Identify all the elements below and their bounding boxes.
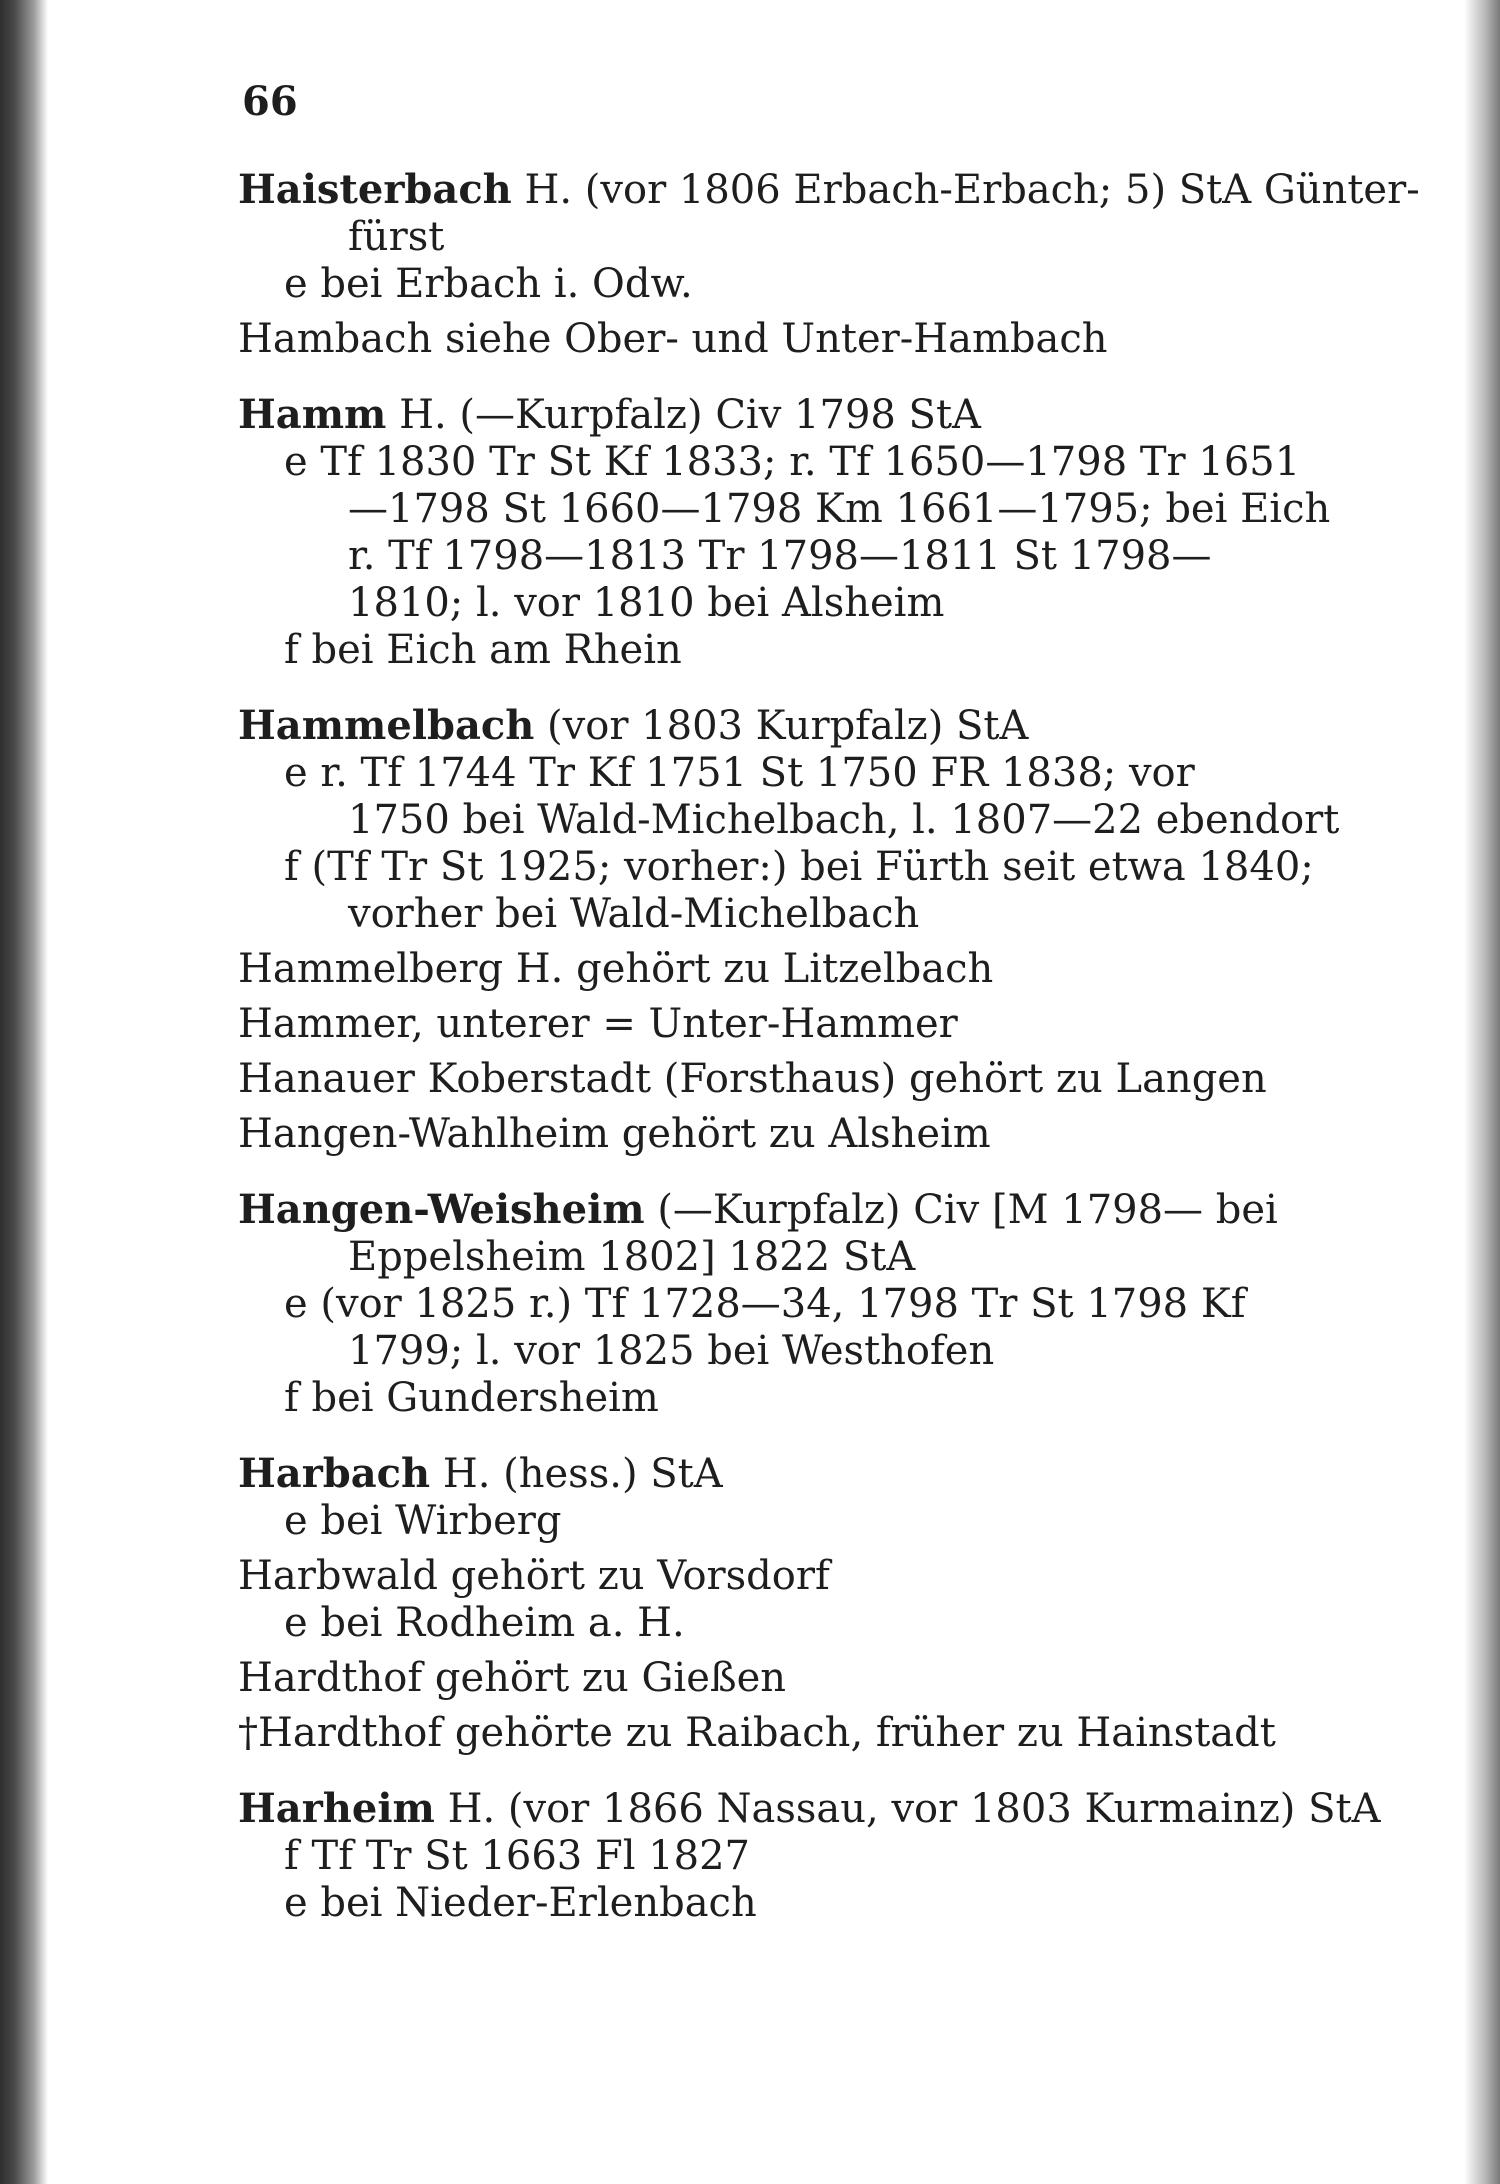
entry-hambach (238, 316, 1318, 363)
entry-first-line (238, 1450, 1318, 1498)
entry-line: Hambach siehe Ober- und Unter-Hambach (238, 316, 1108, 362)
entry-hardthof-former (238, 1710, 1318, 1757)
entry-headword: Harbach (238, 1450, 431, 1497)
entry-headword: Hamm (238, 391, 387, 438)
entry-text: H. (—Kurpfalz) Civ 1798 StA (399, 392, 981, 438)
page-number: 66 (242, 78, 298, 125)
entry-harbwald (238, 1553, 1318, 1647)
entry-subline: e (vor 1825 r.) Tf 1728—34, 1798 Tr St 1798 Kf (284, 1281, 1246, 1327)
entry-first-line (238, 391, 1318, 439)
entry-headword: Harheim (238, 1785, 435, 1832)
scan-edge-shadow (1464, 0, 1500, 2184)
entry-continuation: 1799; l. vor 1825 bei Westhofen (348, 1328, 995, 1374)
book-page (238, 78, 1420, 1927)
entry-hardthof (238, 1655, 1318, 1702)
entry-line: Hammer, unterer = Unter-Hammer (238, 1001, 958, 1047)
entry-line: Hangen-Wahlheim gehört zu Alsheim (238, 1111, 991, 1157)
scan-gutter-shadow (0, 0, 48, 2184)
entry-text: H. (vor 1866 Nassau, vor 1803 Kurmainz) StA (447, 1786, 1381, 1832)
entry-line: Harbwald gehört zu Vorsdorf (238, 1553, 830, 1599)
entry-headword: Haisterbach (238, 166, 512, 213)
entry-harbach (238, 1450, 1318, 1545)
entry-hanauer-koberstadt (238, 1056, 1318, 1103)
entry-line: Hardthof gehört zu Gießen (238, 1655, 787, 1701)
entry-text: (vor 1803 Kurpfalz) StA (547, 703, 1029, 749)
entry-subline: f (Tf Tr St 1925; vorher:) bei Fürth seit etwa 1840; (284, 844, 1314, 890)
entry-text: H. (hess.) StA (442, 1451, 723, 1497)
entry-continuation: 1750 bei Wald-Michelbach, l. 1807—22 ebendort (348, 797, 1340, 843)
entry-text: (—Kurpfalz) Civ [M 1798— bei (657, 1187, 1278, 1233)
entry-subline: e bei Wirberg (284, 1498, 562, 1544)
entry-subline: e r. Tf 1744 Tr Kf 1751 St 1750 FR 1838; vor (284, 750, 1195, 796)
entry-subline: f bei Gundersheim (284, 1375, 659, 1421)
entry-continuation: vorher bei Wald-Michelbach (348, 891, 920, 937)
entry-continuation: Eppelsheim 1802] 1822 StA (348, 1234, 916, 1280)
entry-headword: Hangen-Weisheim (238, 1186, 645, 1233)
entry-line: †Hardthof gehörte zu Raibach, früher zu Hainstadt (238, 1710, 1276, 1756)
entry-hamm (238, 391, 1331, 674)
entry-first-line (238, 702, 1318, 750)
entry-line: Hanauer Koberstadt (Forsthaus) gehört zu Langen (238, 1056, 1267, 1102)
entry-subline: e bei Nieder-Erlenbach (284, 1880, 757, 1926)
entry-haisterbach (238, 166, 1420, 308)
entry-text: H. (vor 1806 Erbach-Erbach; 5) StA Günter- (524, 167, 1420, 213)
entry-hangen-weisheim (238, 1186, 1318, 1422)
entry-continuation: —1798 St 1660—1798 Km 1661—1795; bei Eich (348, 486, 1331, 532)
entry-continuation: 1810; l. vor 1810 bei Alsheim (348, 580, 945, 626)
entry-subline: e bei Rodheim a. H. (284, 1600, 685, 1646)
entry-subline: f bei Eich am Rhein (284, 627, 682, 673)
entry-hammelbach (238, 702, 1340, 938)
entry-subline: e bei Erbach i. Odw. (284, 261, 693, 307)
entry-headword: Hammelbach (238, 702, 535, 749)
entry-continuation: r. Tf 1798—1813 Tr 1798—1811 St 1798— (348, 533, 1212, 579)
entry-harheim (238, 1785, 1381, 1927)
entry-first-line (238, 166, 1420, 214)
entry-line: Hammelberg H. gehört zu Litzelbach (238, 946, 994, 992)
entry-hammelberg (238, 946, 1318, 993)
entry-first-line (238, 1785, 1381, 1833)
entry-hammer (238, 1001, 1318, 1048)
entry-subline: e Tf 1830 Tr St Kf 1833; r. Tf 1650—1798 Tr 1651 (284, 439, 1301, 485)
entry-continuation: fürst (348, 214, 445, 260)
entry-first-line (238, 1186, 1318, 1234)
entry-subline: f Tf Tr St 1663 Fl 1827 (284, 1833, 750, 1879)
entry-hangen-wahlheim (238, 1111, 1318, 1158)
